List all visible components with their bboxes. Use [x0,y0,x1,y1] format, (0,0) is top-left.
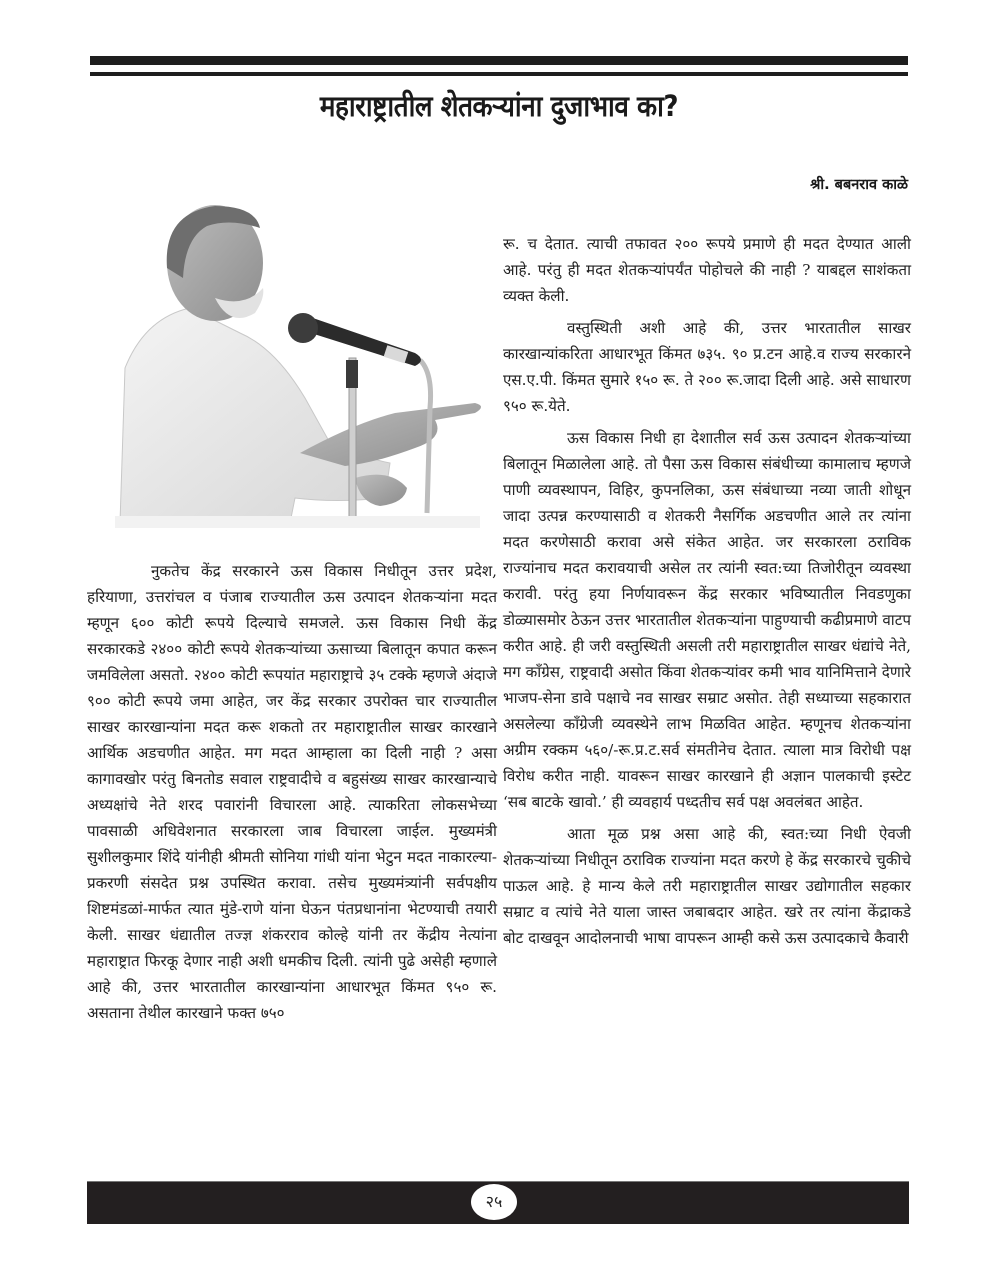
article-column-left [87,558,497,1026]
page-number: २५ [471,1184,517,1220]
podium-edge [115,516,480,528]
article-column-right [503,231,911,951]
mic-clip [346,360,358,388]
top-rule-thick [90,56,908,65]
paragraph: आता मूळ प्रश्न असा आहे की, स्वत:च्या निधी ऐवजी शेतकऱ्यांच्या निधीतून ठराविक राज्यांना मदत करणे हे केंद्र सरकारचे चुकीचे पाऊल आहे. हे मान्य केले तरी महाराष्ट्रातील साखर उद्योगातील सहकार सम्राट व त्यांचे नेते याला जास्त जबाबदार आहेत. खरे तर त्यांना केंद्राकडे बोट दाखवून आदोलनाची भाषा वापरून आम्ही कसे ऊस उत्पादकाचे कैवारी [503,825,911,947]
article-title: महाराष्ट्रातील शेतकऱ्यांना दुजाभाव का? [319,89,679,123]
paragraph: ऊस विकास निधी हा देशातील सर्व ऊस उत्पादन शेतकऱ्यांच्या बिलातून मिळालेला आहे. तो पैसा ऊस विकास संबंधीच्या कामालाच म्हणजे पाणी व्यवस्थापन, विहिर, कुपनलिका, ऊस संबंधाच्या नव्या जाती शोधून जादा उत्पन्न करण्यासाठी व शेतकरी नैसर्गिक अडचणीत आले तर त्यांना मदत करणेसाठी करावा असे संकेत आहेत. जर सरकारला ठराविक राज्यांनाच मदत करावयाची असेल तर त्यांनी स्वत:च्या तिजोरीतून व्यवस्था करावी. परंतु हया निर्णयावरून केंद्र सरकार भविष्यातील निवडणुका डोळ्यासमोर ठेऊन उत्तर भारतातील शेतकऱ्यांना पाहुण्याची कढीप्रमाणे वाटप करीत आहे. ही जरी वस्तुस्थिती असली तरी महाराष्ट्रातील साखर धंद्यांचे नेते, मग कॉंग्रेस, राष्ट्रवादी असोत किंवा शेतकऱ्यांवर कमी भाव यानिमित्ताने देणारे भाजप-सेना डावे पक्षाचे नव साखर सम्राट असोत. तेही सध्याच्या सहकारात असलेल्या कॉंग्रेजी व्यवस्थेने लाभ मिळवित आहेत. म्हणूनच शेतकऱ्यांना अग्रीम रक्कम ५६०/-रू.प्र.ट.सर्व संमतीनेच देतात. त्याला मात्र विरोधी पक्ष विरोध करीत नाही. यावरून साखर कारखाने ही अज्ञान पालकाची इस्टेट ‘सब बाटके खावो.’ ही व्यवहार्य पध्दतीच सर्व पक्ष अवलंबत आहेत. [503,429,911,811]
speaker-lower-hand [355,475,407,506]
paragraph: वस्तुस्थिती अशी आहे की, उत्तर भारतातील साखर कारखान्यांकरिता आधारभूत किंमत ७३५. ९० प्र.टन आहे.व राज्य सरकारने एस.ए.पी. किंमत सुमारे १५० रू. ते २०० रू.जादा दिली आहे. असे साधारण ९५० रू.येते. [503,319,911,415]
speaker-arm [300,403,481,466]
speaker-photo [115,198,490,528]
top-rule-thin [90,72,908,76]
paragraph: रू. च देतात. त्याची तफावत २०० रूपये प्रमाणे ही मदत देण्यात आली आहे. परंतु ही मदत शेतकऱ्यांपर्यंत पोहोचले की नाही ? याबद्दल साशंकता व्यक्त केली. [503,235,911,305]
paragraph: नुकतेच केंद्र सरकारने ऊस विकास निधीतून उत्तर प्रदेश, हरियाणा, उत्तरांचल व पंजाब राज्यातील ऊस उत्पादन शेतकऱ्यांना मदत म्हणून ६०० कोटी रूपये दिल्याचे समजले. ऊस विकास निधी केंद्र सरकारकडे २४०० कोटी रूपये शेतकऱ्यांच्या ऊसाच्या बिलातून कपात करून जमविलेला असतो. २४०० कोटी रूपयांत महाराष्ट्राचे ३५ टक्के म्हणजे अंदाजे ९०० कोटी रूपये जमा आहेत, जर केंद्र सरकार उपरोक्त चार राज्यातील साखर कारखान्यांना मदत करू शकतो तर महाराष्ट्रातील साखर कारखाने आर्थिक अडचणीत आहेत. मग मदत आम्हाला का दिली नाही ? असा कागावखोर परंतु बिनतोड सवाल राष्ट्रवादीचे व बहुसंख्य साखर कारखान्याचे अध्यक्षांचे नेते शरद पवारांनी विचारला आहे. त्याकरिता लोकसभेच्या पावसाळी अधिवेशनात सरकारला जाब विचारला जाईल. मुख्यमंत्री सुशीलकुमार शिंदे यांनीही श्रीमती सोनिया गांधी यांना भेटुन मदत नाकारल्या-प्रकरणी संसदेत प्रश्न उपस्थित करावा. तसेच मुख्यमंत्र्यांनी सर्वपक्षीय शिष्टमंडळां-मार्फत त्यात मुंडे-राणे यांना घेऊन पंतप्रधानांना भेटण्याची तयारी केली. साखर धंद्यातील तज्ज्ञ शंकरराव कोल्हे यांनी तर केंद्रीय नेत्यांना महाराष्ट्रात फिरकू देणार नाही अशी धमकीच दिली. त्यांनी पुढे असेही म्हणाले आहे की, उत्तर भारतातील कारखान्यांना आधारभूत किंमत ९५० रू. असताना तेथील कारखाने फक्त ७५० [87,562,497,1022]
author-byline: श्री. बबनराव काळे [810,177,908,193]
